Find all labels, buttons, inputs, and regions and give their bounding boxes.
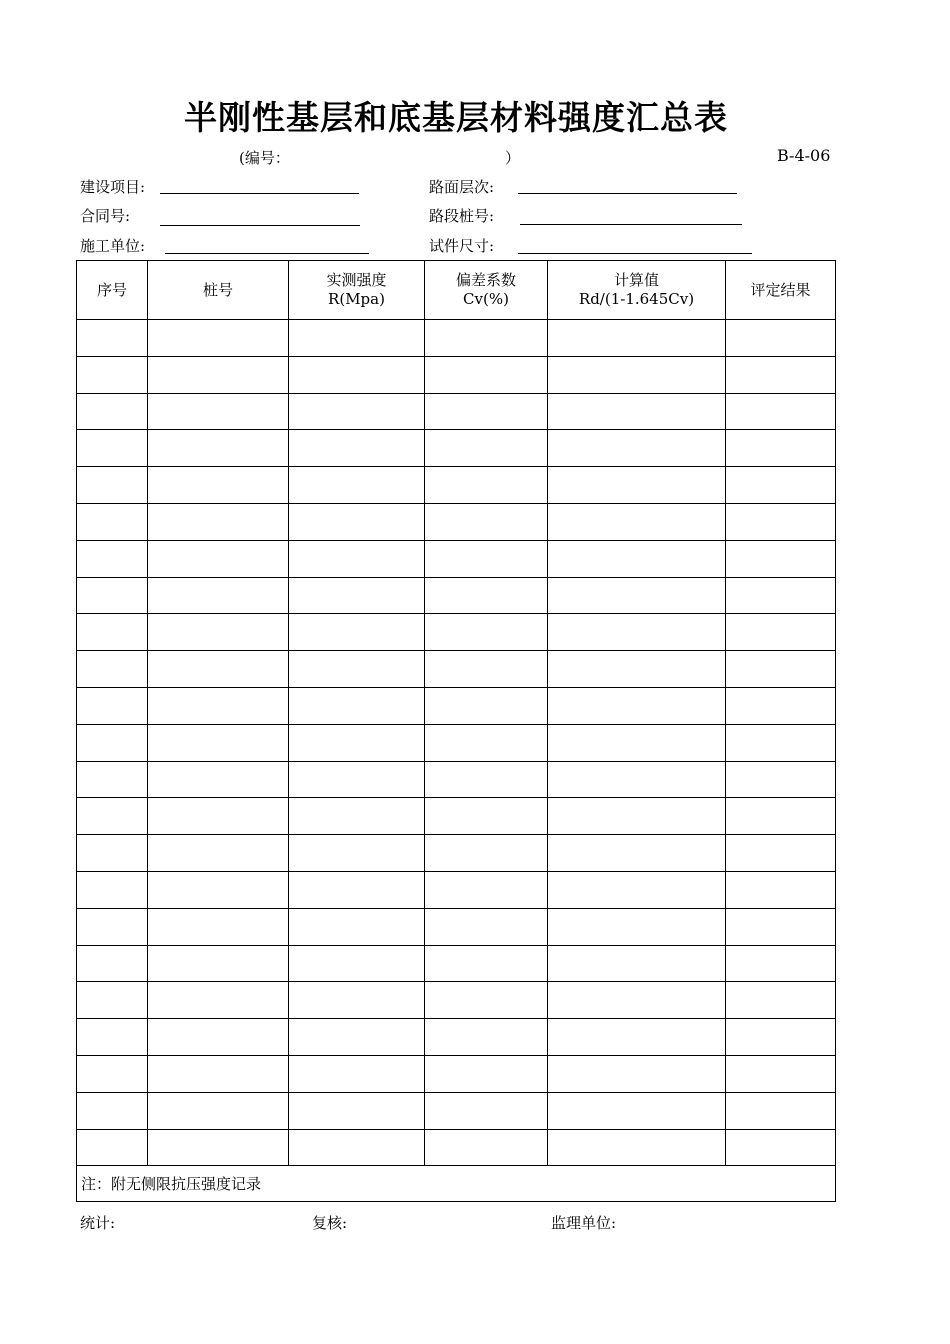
col-header-result: 评定结果: [726, 261, 836, 320]
table-cell[interactable]: [726, 577, 836, 614]
table-cell[interactable]: [726, 982, 836, 1019]
table-cell[interactable]: [289, 1055, 425, 1092]
table-row: [77, 871, 836, 908]
table-cell[interactable]: [726, 540, 836, 577]
col-header-calc: 计算值 Rd/(1-1.645Cv): [548, 261, 726, 320]
table-cell[interactable]: [289, 540, 425, 577]
table-cell[interactable]: [289, 798, 425, 835]
table-cell[interactable]: [548, 356, 726, 393]
table-cell[interactable]: [425, 1055, 548, 1092]
table-row: [77, 945, 836, 982]
table-cell[interactable]: [148, 982, 289, 1019]
table-cell[interactable]: [548, 1092, 726, 1129]
table-cell[interactable]: [148, 467, 289, 504]
table-cell[interactable]: [726, 1092, 836, 1129]
table-cell[interactable]: [726, 320, 836, 357]
table-cell[interactable]: [148, 945, 289, 982]
table-cell[interactable]: [148, 724, 289, 761]
table-cell[interactable]: [548, 320, 726, 357]
form-code: B-4-06: [777, 146, 831, 165]
table-cell[interactable]: [548, 503, 726, 540]
table-cell[interactable]: [77, 1019, 148, 1056]
table-cell[interactable]: [425, 356, 548, 393]
table-row: [77, 503, 836, 540]
col-header-cv: 偏差系数 Cv(%): [425, 261, 548, 320]
header-row: [77, 261, 836, 320]
table-row: [77, 1129, 836, 1166]
table-cell[interactable]: [425, 835, 548, 872]
table-cell[interactable]: [548, 1129, 726, 1166]
unit-input-line[interactable]: [165, 253, 369, 254]
table-cell[interactable]: [289, 1019, 425, 1056]
table-cell[interactable]: [548, 982, 726, 1019]
table-cell[interactable]: [726, 356, 836, 393]
table-cell[interactable]: [726, 1129, 836, 1166]
page-title: 半刚性基层和底基层材料强度汇总表: [184, 98, 728, 137]
table-cell[interactable]: [726, 724, 836, 761]
table-row: [77, 467, 836, 504]
table-cell[interactable]: [77, 945, 148, 982]
layer-label: 路面层次:: [429, 178, 495, 196]
table-row: [77, 908, 836, 945]
table-cell[interactable]: [548, 614, 726, 651]
table-cell[interactable]: [77, 467, 148, 504]
table-cell[interactable]: [289, 1092, 425, 1129]
table-cell[interactable]: [425, 945, 548, 982]
table-cell[interactable]: [289, 503, 425, 540]
table-row: [77, 540, 836, 577]
table-cell[interactable]: [77, 982, 148, 1019]
table-cell[interactable]: [425, 430, 548, 467]
table-cell[interactable]: [77, 1129, 148, 1166]
table-cell[interactable]: [77, 320, 148, 357]
table-cell[interactable]: [77, 1092, 148, 1129]
table-cell[interactable]: [148, 356, 289, 393]
table-cell[interactable]: [726, 503, 836, 540]
table-cell[interactable]: [77, 908, 148, 945]
table-cell[interactable]: [77, 356, 148, 393]
specimen-label: 试件尺寸:: [429, 237, 495, 255]
table-cell[interactable]: [548, 1019, 726, 1056]
table-cell[interactable]: [289, 320, 425, 357]
table-cell[interactable]: [548, 871, 726, 908]
table-cell[interactable]: [425, 393, 548, 430]
table-cell[interactable]: [726, 687, 836, 724]
table-cell[interactable]: [148, 614, 289, 651]
table-cell[interactable]: [726, 614, 836, 651]
station-label: 路段桩号:: [429, 207, 495, 225]
table-cell[interactable]: [425, 761, 548, 798]
table-cell[interactable]: [77, 430, 148, 467]
table-cell[interactable]: [548, 724, 726, 761]
table-cell[interactable]: [425, 1092, 548, 1129]
table-cell[interactable]: [148, 577, 289, 614]
table-cell[interactable]: [548, 1055, 726, 1092]
table-cell[interactable]: [289, 761, 425, 798]
table-row: [77, 393, 836, 430]
table-cell[interactable]: [148, 503, 289, 540]
table-cell[interactable]: [548, 908, 726, 945]
table-cell[interactable]: [425, 687, 548, 724]
table-cell[interactable]: [726, 945, 836, 982]
table-row: [77, 356, 836, 393]
table-row: [77, 761, 836, 798]
table-cell[interactable]: [425, 467, 548, 504]
table-cell[interactable]: [148, 687, 289, 724]
table-cell[interactable]: [289, 982, 425, 1019]
table-cell[interactable]: [726, 908, 836, 945]
table-row: [77, 651, 836, 688]
table-cell[interactable]: [425, 503, 548, 540]
table-cell[interactable]: [77, 577, 148, 614]
table-cell[interactable]: [726, 798, 836, 835]
table-row: [77, 1092, 836, 1129]
table-cell[interactable]: [148, 1019, 289, 1056]
project-label: 建设项目:: [80, 178, 146, 196]
table-cell[interactable]: [289, 430, 425, 467]
table-cell[interactable]: [77, 614, 148, 651]
unit-label: 施工单位:: [80, 237, 146, 255]
table-cell[interactable]: [148, 540, 289, 577]
table-row: [77, 835, 836, 872]
table-cell[interactable]: [148, 835, 289, 872]
table-row: [77, 320, 836, 357]
review-label: 复核:: [312, 1214, 348, 1232]
table-cell[interactable]: [425, 908, 548, 945]
table-row: [77, 687, 836, 724]
table-cell[interactable]: [726, 467, 836, 504]
table-cell[interactable]: [148, 908, 289, 945]
stats-label: 统计:: [80, 1214, 116, 1232]
table-cell[interactable]: [726, 871, 836, 908]
table-cell[interactable]: [726, 761, 836, 798]
table-cell[interactable]: [77, 798, 148, 835]
table-cell[interactable]: [726, 1019, 836, 1056]
table-cell[interactable]: [425, 614, 548, 651]
summary-table: [76, 260, 836, 1202]
table-cell[interactable]: [425, 1129, 548, 1166]
table-cell[interactable]: [425, 1019, 548, 1056]
table-cell[interactable]: [425, 798, 548, 835]
table-cell[interactable]: [548, 467, 726, 504]
table-cell[interactable]: [726, 651, 836, 688]
table-cell[interactable]: [548, 577, 726, 614]
table-cell[interactable]: [77, 651, 148, 688]
table-cell[interactable]: [289, 908, 425, 945]
table-cell[interactable]: [289, 945, 425, 982]
table-row: [77, 724, 836, 761]
table-cell[interactable]: [289, 614, 425, 651]
table-cell[interactable]: [289, 871, 425, 908]
table-cell[interactable]: [289, 467, 425, 504]
table-cell[interactable]: [289, 687, 425, 724]
table-cell[interactable]: [425, 577, 548, 614]
table-cell[interactable]: [425, 982, 548, 1019]
table-cell[interactable]: [289, 356, 425, 393]
table-cell[interactable]: [425, 320, 548, 357]
note-text: 注：附无侧限抗压强度记录: [77, 1166, 836, 1202]
table-cell[interactable]: [548, 761, 726, 798]
table-cell[interactable]: [148, 320, 289, 357]
table-cell[interactable]: [425, 724, 548, 761]
project-input-line[interactable]: [160, 193, 359, 194]
table-cell[interactable]: [148, 871, 289, 908]
table-cell[interactable]: [425, 651, 548, 688]
table-cell[interactable]: [148, 1092, 289, 1129]
table-cell[interactable]: [425, 871, 548, 908]
table-cell[interactable]: [148, 761, 289, 798]
table-cell[interactable]: [289, 393, 425, 430]
number-close: ）: [505, 149, 521, 167]
table-cell[interactable]: [548, 540, 726, 577]
table-cell[interactable]: [289, 577, 425, 614]
table-cell[interactable]: [77, 761, 148, 798]
table-cell[interactable]: [77, 724, 148, 761]
table-cell[interactable]: [726, 835, 836, 872]
table-cell[interactable]: [77, 871, 148, 908]
table-cell[interactable]: [77, 503, 148, 540]
table-cell[interactable]: [148, 1129, 289, 1166]
table-cell[interactable]: [77, 393, 148, 430]
number-label: (编号：: [239, 149, 290, 167]
table-cell[interactable]: [425, 540, 548, 577]
contract-label: 合同号:: [80, 207, 131, 225]
table-row: [77, 430, 836, 467]
table-row: [77, 982, 836, 1019]
table-row: [77, 798, 836, 835]
table-row: [77, 1019, 836, 1056]
table-row: [77, 614, 836, 651]
table-row: [77, 1055, 836, 1092]
station-input-line[interactable]: [520, 224, 742, 225]
layer-input-line[interactable]: [518, 193, 737, 194]
col-header-seq: 序号: [77, 261, 148, 320]
table-cell[interactable]: [77, 1055, 148, 1092]
table-cell[interactable]: [77, 835, 148, 872]
table-cell[interactable]: [148, 798, 289, 835]
contract-input-line[interactable]: [160, 225, 360, 226]
table-cell[interactable]: [148, 1055, 289, 1092]
note-row: [77, 1166, 836, 1202]
table-cell[interactable]: [148, 430, 289, 467]
table-cell[interactable]: [289, 835, 425, 872]
supervisor-label: 监理单位:: [551, 1214, 617, 1232]
table-row: [77, 577, 836, 614]
table-cell[interactable]: [289, 1129, 425, 1166]
table-cell[interactable]: [548, 651, 726, 688]
table-cell[interactable]: [548, 430, 726, 467]
table-cell[interactable]: [148, 393, 289, 430]
col-header-station: 桩号: [148, 261, 289, 320]
table-cell[interactable]: [726, 1055, 836, 1092]
table-cell[interactable]: [148, 651, 289, 688]
table-cell[interactable]: [548, 687, 726, 724]
col-header-strength: 实测强度 R(Mpa): [289, 261, 425, 320]
table-cell[interactable]: [726, 393, 836, 430]
table-cell[interactable]: [548, 945, 726, 982]
table-cell[interactable]: [77, 540, 148, 577]
table-cell[interactable]: [548, 798, 726, 835]
table-cell[interactable]: [77, 687, 148, 724]
table-cell[interactable]: [548, 835, 726, 872]
table-cell[interactable]: [289, 651, 425, 688]
specimen-input-line[interactable]: [518, 253, 752, 254]
table-cell[interactable]: [726, 430, 836, 467]
table-cell[interactable]: [548, 393, 726, 430]
table-cell[interactable]: [289, 724, 425, 761]
